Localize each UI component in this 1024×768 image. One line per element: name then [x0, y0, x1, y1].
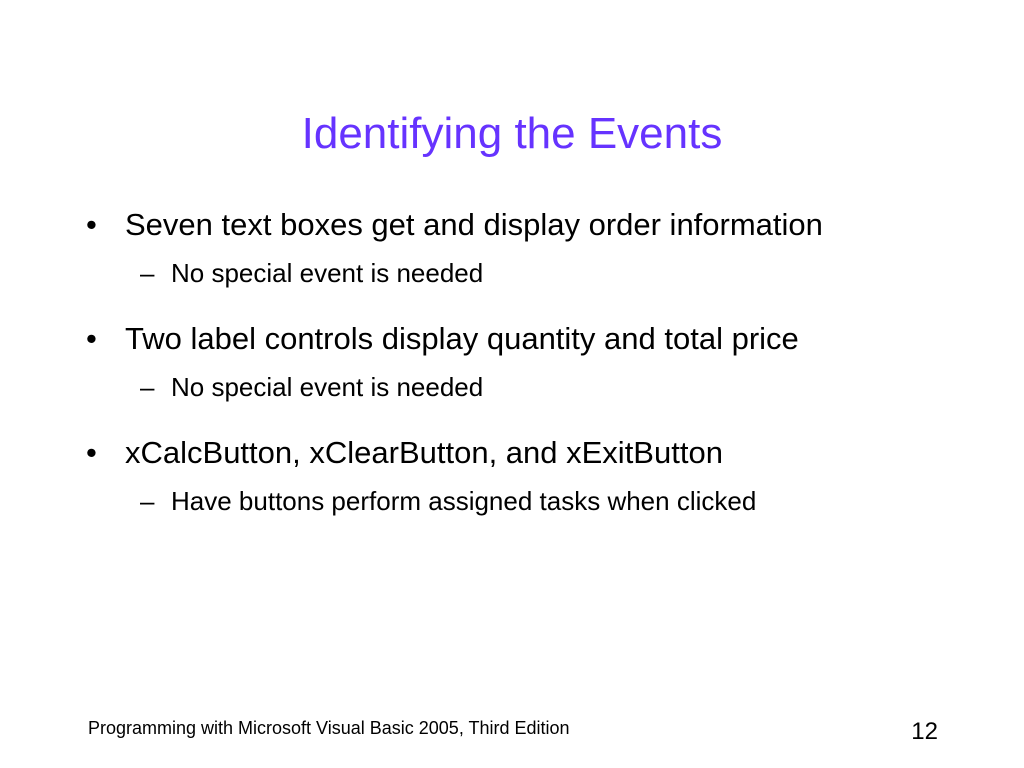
sub-bullet-row	[84, 250, 984, 296]
sub-bullet-marker: –	[140, 372, 155, 402]
bullet-marker: •	[86, 321, 97, 356]
bullet-item	[84, 314, 984, 410]
bullet-marker: •	[86, 207, 97, 242]
sub-bullet-marker: –	[140, 486, 155, 516]
footer-book-title: Programming with Microsoft Visual Basic 2005, Third Edition	[88, 718, 570, 738]
sub-bullet-row	[84, 478, 984, 524]
bullet-row	[84, 428, 984, 478]
bullet-text: Seven text boxes get and display order information	[125, 207, 823, 242]
bullet-list	[84, 200, 984, 542]
sub-bullet-row	[84, 364, 984, 410]
sub-bullet-text: No special event is needed	[171, 372, 484, 402]
sub-bullet-text: No special event is needed	[171, 258, 484, 288]
bullet-item	[84, 428, 984, 524]
sub-bullet-text: Have buttons perform assigned tasks when clicked	[171, 486, 757, 516]
bullet-row	[84, 314, 984, 364]
bullet-text: xCalcButton, xClearButton, and xExitButton	[125, 435, 723, 470]
bullet-item	[84, 200, 984, 296]
bullet-row	[84, 200, 984, 250]
sub-bullet-marker: –	[140, 258, 155, 288]
bullet-marker: •	[86, 435, 97, 470]
bullet-text: Two label controls display quantity and total price	[125, 321, 799, 356]
slide-title: Identifying the Events	[301, 109, 723, 158]
footer-page-number: 12	[911, 718, 938, 745]
